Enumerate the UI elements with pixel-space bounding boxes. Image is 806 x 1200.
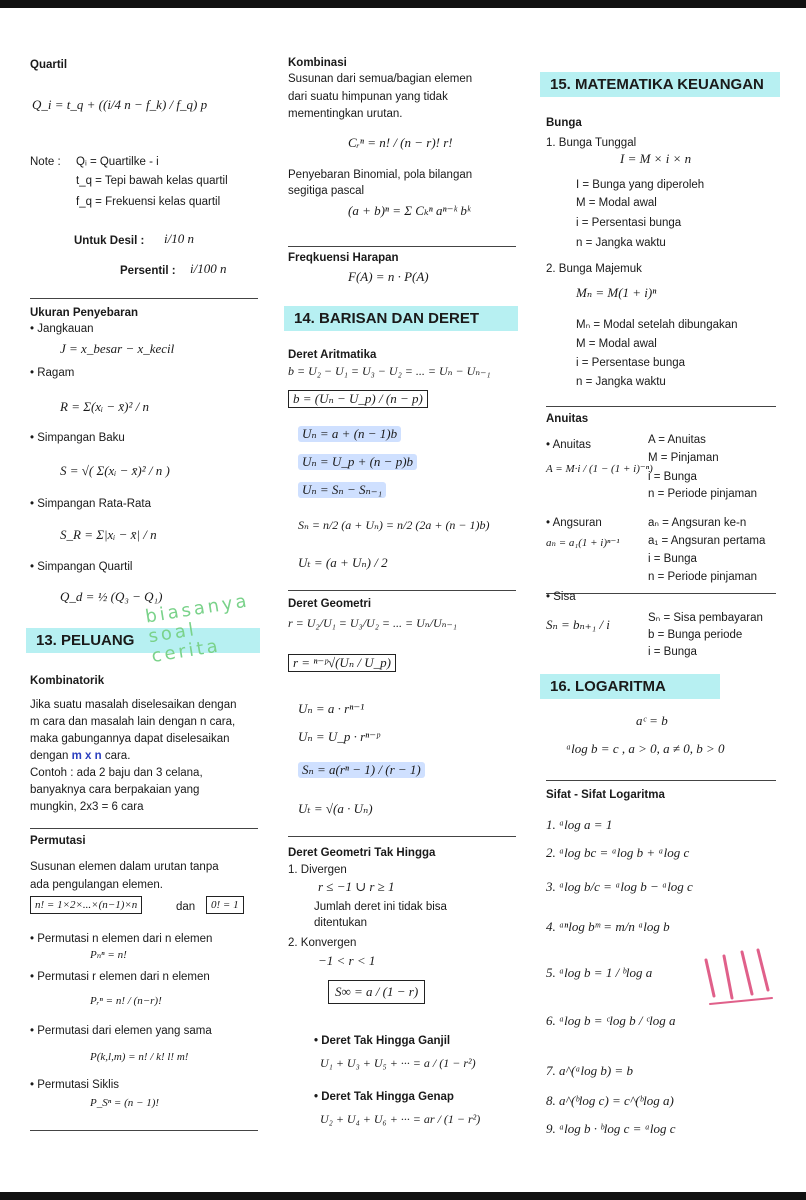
majemuk-formula: Mₙ = M(1 + i)ⁿ xyxy=(576,285,657,300)
angsuran-a1: a₁ = Angsuran pertama xyxy=(648,535,766,547)
perm-text-2: ada pengulangan elemen. xyxy=(30,879,164,891)
ganjil-formula: U₁ + U₃ + U₅ + ··· = a / (1 − r²) xyxy=(320,1056,476,1070)
jangkauan-formula: J = x_besar − x_kecil xyxy=(60,341,175,356)
aritmatika-b: b = U₂ − U₁ = U₃ − U₂ = ... = Uₙ − Uₙ₋₁ xyxy=(288,364,491,378)
contoh-2: banyaknya cara berpakaian yang xyxy=(30,784,200,796)
permutasi-title: Permutasi xyxy=(30,835,86,847)
majemuk-label: 2. Bunga Majemuk xyxy=(546,263,642,275)
angsuran-formula: aₙ = a₁(1 + i)ⁿ⁻¹ xyxy=(546,537,620,549)
tunggal-label: 1. Bunga Tunggal xyxy=(546,137,637,149)
genap-label: • Deret Tak Hingga Genap xyxy=(314,1091,454,1103)
contoh-1: Contoh : ada 2 baju dan 3 celana, xyxy=(30,767,203,779)
log-property-8: 8. a^(ᵇlog c) = c^(ᵇlog a) xyxy=(546,1093,674,1108)
perm-same-label: • Permutasi dari elemen yang sama xyxy=(30,1025,212,1037)
top-border xyxy=(0,0,806,8)
tunggal-formula: I = M × i × n xyxy=(620,151,692,166)
perm-n-formula: Pₙⁿ = n! xyxy=(90,949,127,961)
untuk-desil: Untuk Desil : xyxy=(74,235,145,247)
komb-text-2: m cara dan masalah lain dengan n cara, xyxy=(30,716,236,728)
tunggal-i: I = Bunga yang diperoleh xyxy=(576,179,705,191)
majemuk-n: n = Jangka waktu xyxy=(576,376,666,388)
perm-r-label: • Permutasi r elemen dari n elemen xyxy=(30,971,210,983)
note-label: Note : xyxy=(30,156,61,168)
binomial-formula: (a + b)ⁿ = Σ Cₖⁿ aⁿ⁻ᵏ bᵏ xyxy=(348,203,471,218)
note-fq: f_q = Frekuensi kelas quartil xyxy=(76,196,221,208)
sisa-formula: Sₙ = bₙ₊₁ / i xyxy=(546,617,610,632)
perm-r-formula: Pᵣⁿ = n! / (n−r)! xyxy=(90,995,162,1007)
sifat-title: Sifat - Sifat Logaritma xyxy=(546,789,665,801)
handwritten-note: biasanya soal cerita xyxy=(143,590,251,668)
note-qi: Qᵢ = Quartilke - i xyxy=(76,156,159,168)
log-property-4: 4. ᵃⁿlog bᵐ = m/n ᵃlog b xyxy=(546,919,670,934)
divider xyxy=(30,828,258,829)
dan-label: dan xyxy=(176,901,196,913)
zero-factorial: 0! = 1 xyxy=(206,896,244,914)
ukuran-title: Ukuran Penyebaran xyxy=(30,307,139,319)
divider xyxy=(288,246,516,247)
komb-text-4 xyxy=(30,749,130,763)
log-definition-2: ᵃlog b = c , a > 0, a ≠ 0, b > 0 xyxy=(566,741,725,756)
divergen-text-2: ditentukan xyxy=(314,917,368,929)
ragam-label: • Ragam xyxy=(30,367,75,379)
divider xyxy=(288,836,516,837)
komb2-text-3: mementingkan urutan. xyxy=(288,108,403,120)
divider xyxy=(30,1130,258,1131)
aritmatika-title: Deret Aritmatika xyxy=(288,349,377,361)
perm-siklis-formula: P_Sⁿ = (n − 1)! xyxy=(90,1097,160,1109)
log-property-2: 2. ᵃlog bc = ᵃlog b + ᵃlog c xyxy=(546,845,690,860)
angsuran-i: i = Bunga xyxy=(648,553,697,565)
simpangan-baku-formula: S = √( Σ(xᵢ − x̄)² / n ) xyxy=(60,463,170,478)
anuitas-i: i = Bunga xyxy=(648,471,697,483)
aritmatika-b2: b = (Uₙ − U_p) / (n − p) xyxy=(288,390,428,408)
tak-hingga-title: Deret Geometri Tak Hingga xyxy=(288,847,436,859)
harapan-title: Freqkuensi Harapan xyxy=(288,252,399,264)
geometri-ut: Uₜ = √(a · Uₙ) xyxy=(298,801,373,816)
majemuk-mn: Mₙ = Modal setelah dibungakan xyxy=(576,319,738,331)
divergen-label: 1. Divergen xyxy=(288,864,347,876)
perm-same-formula: P(k,l,m) = n! / k! l! m! xyxy=(90,1051,189,1063)
contoh-3: mungkin, 2x3 = 6 cara xyxy=(30,801,144,813)
log-property-3: 3. ᵃlog b/c = ᵃlog b − ᵃlog c xyxy=(546,879,693,894)
simpangan-baku-label: • Simpangan Baku xyxy=(30,432,125,444)
divergen-formula: r ≤ −1 ∪ r ≥ 1 xyxy=(318,879,395,894)
divider xyxy=(546,406,776,407)
geometri-sn: Sₙ = a(rⁿ − 1) / (r − 1) xyxy=(298,762,425,778)
aritmatika-un-2: Uₙ = U_p + (n − p)b xyxy=(298,454,417,470)
divider xyxy=(546,780,776,781)
aritmatika-ut: Uₜ = (a + Uₙ) / 2 xyxy=(298,555,388,570)
kombinasi-title: Kombinasi xyxy=(288,57,347,69)
sisa-label: • Sisa xyxy=(546,591,576,603)
simpangan-rata-formula: S_R = Σ|xᵢ − x̄| / n xyxy=(60,527,157,542)
log-property-6: 6. ᵃlog b = ᶜlog b / ᶜlog a xyxy=(546,1013,676,1028)
komb2-text-1: Susunan dari semua/bagian elemen xyxy=(288,73,473,85)
komb-text-1: Jika suatu masalah diselesaikan dengan xyxy=(30,699,237,711)
ganjil-label: • Deret Tak Hingga Ganjil xyxy=(314,1035,451,1047)
log-definition-1: aᶜ = b xyxy=(636,713,668,728)
anuitas-m: M = Pinjaman xyxy=(648,452,719,464)
kombinatorik-title: Kombinatorik xyxy=(30,675,105,687)
konvergen-sum: S∞ = a / (1 − r) xyxy=(328,980,425,1004)
kombinasi-formula: Cᵣⁿ = n! / (n − r)! r! xyxy=(348,135,453,150)
tunggal-n: n = Jangka waktu xyxy=(576,237,666,249)
komb-text-4c: cara. xyxy=(101,750,131,762)
anuitas-a: A = Anuitas xyxy=(648,434,706,446)
persentil-label: Persentil : xyxy=(120,265,176,277)
log-property-7: 7. a^(ᵃlog b) = b xyxy=(546,1063,633,1078)
persentil-formula: i/100 n xyxy=(190,261,227,276)
geometri-un-1: Uₙ = a · rⁿ⁻¹ xyxy=(298,701,365,716)
sisa-i: i = Bunga xyxy=(648,646,697,658)
geometri-r2: r = ⁿ⁻ᵖ√(Uₙ / U_p) xyxy=(288,654,396,672)
section-16-title: 16. LOGARITMA xyxy=(540,674,720,699)
log-property-9: 9. ᵃlog b · ᵇlog c = ᵃlog c xyxy=(546,1121,676,1136)
bunga-title: Bunga xyxy=(546,117,582,129)
quartil-title: Quartil xyxy=(30,59,68,71)
angsuran-n: n = Periode pinjaman xyxy=(648,571,758,583)
angsuran-an: aₙ = Angsuran ke-n xyxy=(648,517,747,529)
perm-n-label: • Permutasi n elemen dari n elemen xyxy=(30,933,213,945)
komb-text-4a: dengan xyxy=(30,750,72,762)
geometri-r: r = U₂/U₁ = U₃/U₂ = ... = Uₙ/Uₙ₋₁ xyxy=(288,616,457,630)
simpangan-quartil-label: • Simpangan Quartil xyxy=(30,561,133,573)
section-14-title: 14. BARISAN DAN DERET xyxy=(284,306,518,331)
tunggal-ii: i = Persentasi bunga xyxy=(576,217,682,229)
sisa-b: b = Bunga periode xyxy=(648,629,743,641)
perm-factorial: n! = 1×2×...×(n−1)×n xyxy=(30,896,142,914)
majemuk-m: M = Modal awal xyxy=(576,338,657,350)
harapan-formula: F(A) = n · P(A) xyxy=(348,269,429,284)
bottom-border xyxy=(0,1192,806,1200)
geometri-un-2: Uₙ = U_p · rⁿ⁻ᵖ xyxy=(298,729,380,744)
divider xyxy=(546,593,776,594)
exclamation-marks-icon xyxy=(696,946,782,1008)
ragam-formula: R = Σ(xᵢ − x̄)² / n xyxy=(60,399,149,414)
simpangan-rata-label: • Simpangan Rata-Rata xyxy=(30,498,152,510)
log-property-1: 1. ᵃlog a = 1 xyxy=(546,817,613,832)
quartil-formula: Q_i = t_q + ((i/4 n − f_k) / f_q) p xyxy=(32,97,208,112)
konvergen-formula: −1 < r < 1 xyxy=(318,953,376,968)
log-property-5: 5. ᵃlog b = 1 / ᵇlog a xyxy=(546,965,653,980)
komb2-text-2: dari suatu himpunan yang tidak xyxy=(288,91,448,103)
perm-text-1: Susunan elemen dalam urutan tanpa xyxy=(30,861,219,873)
anuitas-title: Anuitas xyxy=(546,413,589,425)
tunggal-m: M = Modal awal xyxy=(576,197,657,209)
divergen-text-1: Jumlah deret ini tidak bisa xyxy=(314,901,447,913)
sisa-s: Sₙ = Sisa pembayaran xyxy=(648,612,763,624)
perm-siklis-label: • Permutasi Siklis xyxy=(30,1079,120,1091)
geometri-title: Deret Geometri xyxy=(288,598,372,610)
genap-formula: U₂ + U₄ + U₆ + ··· = ar / (1 − r²) xyxy=(320,1112,481,1126)
majemuk-i: i = Persentase bunga xyxy=(576,357,686,369)
komb-text-4b: m x n xyxy=(71,750,102,762)
aritmatika-un-3: Uₙ = Sₙ − Sₙ₋₁ xyxy=(298,482,386,498)
angsuran-label: • Angsuran xyxy=(546,517,602,529)
binom-text-2: segitiga pascal xyxy=(288,185,365,197)
anuitas-n: n = Periode pinjaman xyxy=(648,488,758,500)
aritmatika-sn: Sₙ = n/2 (a + Uₙ) = n/2 (2a + (n − 1)b) xyxy=(298,518,490,532)
anuitas-label: • Anuitas xyxy=(546,439,591,451)
section-13-title: 13. PELUANG xyxy=(26,628,260,653)
konvergen-label: 2. Konvergen xyxy=(288,937,357,949)
simpangan-quartil-formula: Q_d = ½ (Q₃ − Q₁) xyxy=(60,589,163,604)
komb-text-3: maka gabungannya dapat diselesaikan xyxy=(30,733,230,745)
aritmatika-un-1: Uₙ = a + (n − 1)b xyxy=(298,426,401,442)
desil-formula: i/10 n xyxy=(164,231,194,246)
section-15-title: 15. MATEMATIKA KEUANGAN xyxy=(540,72,780,97)
binom-text-1: Penyebaran Binomial, pola bilangan xyxy=(288,169,473,181)
anuitas-formula: A = M·i / (1 − (1 + i)⁻ⁿ) xyxy=(546,463,653,475)
divider xyxy=(288,590,516,591)
note-tq: t_q = Tepi bawah kelas quartil xyxy=(76,175,228,187)
jangkauan-label: • Jangkauan xyxy=(30,323,94,335)
divider xyxy=(30,298,258,299)
